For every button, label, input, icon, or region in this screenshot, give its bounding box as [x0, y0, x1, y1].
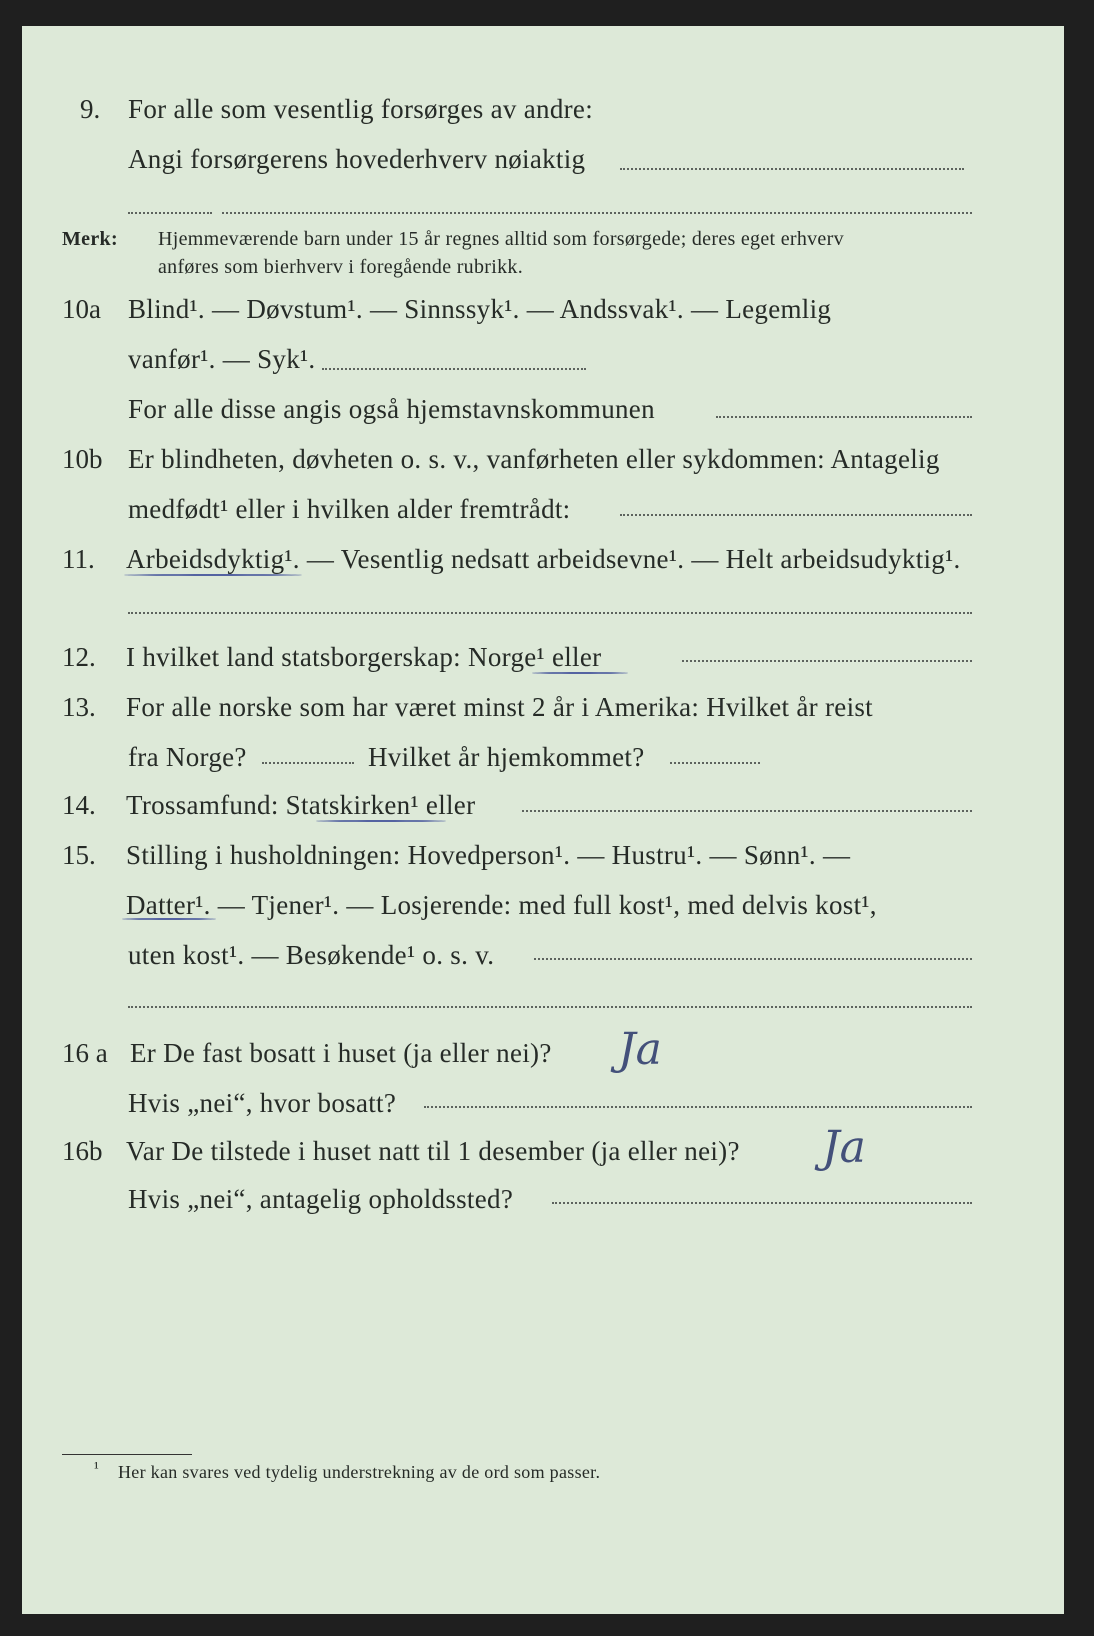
q16a-number: 16 a — [62, 1038, 108, 1068]
q14-line1: Trossamfund: Statskirken¹ eller — [126, 790, 476, 820]
merk-line1: Hjemmeværende barn under 15 år regnes alltid som forsørgede; deres eget erhverv — [158, 228, 844, 250]
q10b-line2: medfødt¹ eller i hvilken alder fremtrådt: — [128, 494, 571, 524]
footnote-mark: ¹ — [94, 1460, 100, 1477]
q16b-line1: Var De tilstede i huset natt til 1 desember (ja eller nei)? — [126, 1136, 740, 1166]
q13-number: 13. — [62, 692, 96, 722]
footnote-rule — [62, 1454, 192, 1455]
merk-line2: anføres som bierhverv i foregående rubrikk. — [158, 256, 523, 278]
q9-extra-field-b — [222, 212, 972, 214]
q11-answer-underline — [124, 574, 302, 576]
q10a-line2: vanfør¹. — Syk¹. — [128, 344, 316, 374]
q15-answer-underline — [122, 918, 216, 920]
q9-line1: For alle som vesentlig forsørges av andre: — [128, 94, 593, 124]
q16b-opholdssted-field — [552, 1202, 972, 1204]
q9-line2: Angi forsørgerens hovederhverv nøiaktig — [128, 144, 586, 174]
q10a-kommune-field — [716, 416, 972, 418]
q10a-line1: Blind¹. — Døvstum¹. — Sinnssyk¹. — Andssvak¹. — Legemlig — [128, 294, 832, 324]
footnote-text: Her kan svares ved tydelig understrekning av de ord som passer. — [118, 1462, 601, 1482]
q10a-number: 10a — [62, 294, 101, 324]
q15-other-field — [534, 958, 972, 960]
q15-line1: Stilling i husholdningen: Hovedperson¹. — Hustru¹. — Sønn¹. — — [126, 840, 851, 870]
q15-line2: Datter¹. — Tjener¹. — Losjerende: med full kost¹, med delvis kost¹, — [126, 890, 877, 920]
q10b-number: 10b — [62, 444, 103, 474]
q16b-number: 16b — [62, 1136, 103, 1166]
merk-label: Merk: — [62, 228, 118, 250]
census-form-page — [22, 26, 1064, 1614]
q10a-syk-field — [322, 368, 586, 370]
q10a-line3: For alle disse angis også hjemstavnskommunen — [128, 394, 655, 424]
q16b-line2: Hvis „nei“, antagelig opholdssted? — [128, 1184, 514, 1214]
q12-answer-underline — [532, 672, 628, 674]
q11-extra-field — [128, 612, 972, 614]
q12-line1: I hvilket land statsborgerskap: Norge¹ eller — [126, 642, 602, 672]
q15-line3: uten kost¹. — Besøkende¹ o. s. v. — [128, 940, 495, 970]
q11-number: 11. — [62, 544, 95, 574]
q10b-line1: Er blindheten, døvheten o. s. v., vanførheten eller sykdommen: Antagelig — [128, 444, 940, 474]
q13-hjemkommet-field — [670, 762, 760, 764]
q15-extra-field — [128, 1006, 972, 1008]
q10b-answer-field — [620, 514, 972, 516]
q16a-handwritten-answer: Ja — [618, 1024, 662, 1075]
q16b-handwritten-answer: Ja — [822, 1122, 866, 1173]
q16a-bosatt-field — [424, 1106, 972, 1108]
q16a-line2: Hvis „nei“, hvor bosatt? — [128, 1088, 397, 1118]
q14-number: 14. — [62, 790, 96, 820]
q13-reist-field — [262, 762, 354, 764]
q12-number: 12. — [62, 642, 96, 672]
q16a-line1: Er De fast bosatt i huset (ja eller nei)? — [130, 1038, 552, 1068]
q14-answer-underline — [316, 820, 446, 822]
q9-answer-field — [620, 168, 964, 170]
q12-other-field — [682, 660, 972, 662]
q9-number: 9. — [80, 94, 101, 124]
q14-other-field — [522, 810, 972, 812]
q13-line2b: Hvilket år hjemkommet? — [368, 742, 645, 772]
q13-line2a: fra Norge? — [128, 742, 247, 772]
q9-extra-field-a — [128, 212, 212, 214]
q13-line1: For alle norske som har været minst 2 år i Amerika: Hvilket år reist — [126, 692, 873, 722]
q15-number: 15. — [62, 840, 96, 870]
q11-line1: Arbeidsdyktig¹. — Vesentlig nedsatt arbeidsevne¹. — Helt arbeidsudyktig¹. — [126, 544, 961, 574]
